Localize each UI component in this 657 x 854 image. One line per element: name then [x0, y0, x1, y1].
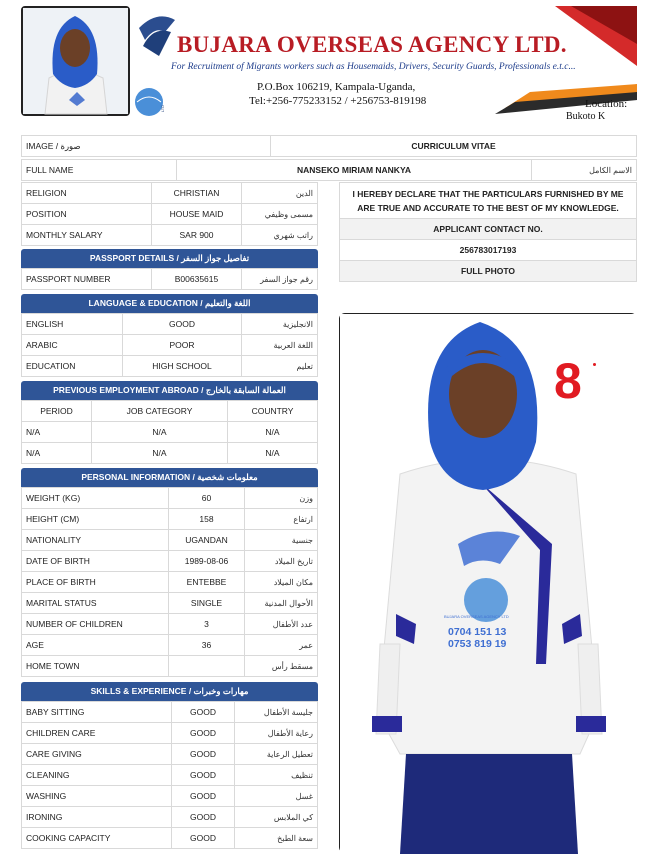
full-photo-illustration	[340, 314, 638, 854]
pob-arabic: مكان الميلاد	[245, 572, 318, 593]
education-value: HIGH SCHOOL	[123, 356, 242, 377]
nationality-arabic: جنسية	[245, 530, 318, 551]
full-name-label: FULL NAME	[22, 160, 177, 181]
height-value: 158	[169, 509, 245, 530]
period-cell: N/A	[22, 443, 92, 464]
skill-label: CARE GIVING	[22, 744, 172, 765]
table-header-row	[22, 401, 318, 422]
pob-value: ENTEBBE	[169, 572, 245, 593]
full-photo-label: FULL PHOTO	[340, 261, 637, 282]
education-label: EDUCATION	[22, 356, 123, 377]
agency-phone: Tel:+256-775233152 / +256753-819198	[249, 95, 427, 107]
job-category-column-header: JOB CATEGORY	[92, 401, 228, 422]
country-cell: N/A	[228, 443, 318, 464]
skill-arabic: تنظيف	[235, 765, 318, 786]
skill-value: GOOD	[172, 786, 235, 807]
table-row	[22, 765, 318, 786]
age-label: AGE	[22, 635, 169, 656]
logo-ltd-text: LTD	[160, 104, 166, 113]
cv-title: CURRICULUM VITAE	[271, 136, 637, 157]
applicant-portrait-photo	[21, 6, 130, 116]
skill-arabic: غسل	[235, 786, 318, 807]
skill-label: COOKING CAPACITY	[22, 828, 172, 849]
job-category-cell: N/A	[92, 443, 228, 464]
table-row	[22, 314, 318, 335]
agency-location-label: Location:	[585, 98, 628, 110]
skill-arabic: رعاية الأطفال	[235, 723, 318, 744]
arabic-label: ARABIC	[22, 335, 123, 356]
skill-label: CLEANING	[22, 765, 172, 786]
table-row	[22, 443, 318, 464]
weight-arabic: وزن	[245, 488, 318, 509]
passport-arabic: رقم جواز السفر	[242, 269, 318, 290]
full-name-value: NANSEKO MIRIAM NANKYA	[177, 160, 532, 181]
cv-header-row	[21, 135, 637, 157]
height-label: HEIGHT (CM)	[22, 509, 169, 530]
salary-arabic: راتب شهري	[242, 225, 318, 246]
country-cell: N/A	[228, 422, 318, 443]
skill-value: GOOD	[172, 828, 235, 849]
religion-value: CHRISTIAN	[152, 183, 242, 204]
children-label: NUMBER OF CHILDREN	[22, 614, 169, 635]
dob-label: DATE OF BIRTH	[22, 551, 169, 572]
table-row	[22, 593, 318, 614]
table-row	[22, 744, 318, 765]
table-row	[22, 204, 318, 225]
table-row	[22, 269, 318, 290]
marital-arabic: الأحوال المدنية	[245, 593, 318, 614]
skill-arabic: جليسة الأطفال	[235, 702, 318, 723]
employment-header: PREVIOUS EMPLOYMENT ABROAD / العمالة السابقة بالخارج	[21, 381, 318, 400]
table-row	[22, 509, 318, 530]
skill-value: GOOD	[172, 744, 235, 765]
marital-value: SINGLE	[169, 593, 245, 614]
skills-section	[21, 682, 318, 849]
dob-arabic: تاريخ الميلاد	[245, 551, 318, 572]
agency-address: P.O.Box 106219, Kampala-Uganda,	[257, 81, 416, 93]
children-arabic: عدد الأطفال	[245, 614, 318, 635]
salary-label: MONTHLY SALARY	[22, 225, 152, 246]
skill-value: GOOD	[172, 765, 235, 786]
position-value: HOUSE MAID	[152, 204, 242, 225]
basic-info-table	[21, 182, 318, 246]
nationality-label: NATIONALITY	[22, 530, 169, 551]
hometown-arabic: مسقط رأس	[245, 656, 318, 677]
agency-name: BUJARA OVERSEAS AGENCY LTD.	[177, 32, 567, 57]
country-column-header: COUNTRY	[228, 401, 318, 422]
skill-value: GOOD	[172, 723, 235, 744]
skill-label: BABY SITTING	[22, 702, 172, 723]
arabic-value: POOR	[123, 335, 242, 356]
nationality-value: UGANDAN	[169, 530, 245, 551]
table-row	[22, 828, 318, 849]
table-row	[22, 635, 318, 656]
table-row	[22, 656, 318, 677]
declaration-block	[339, 182, 637, 282]
table-row	[22, 614, 318, 635]
agency-tagline: For Recruitment of Migrants workers such as Housemaids, Drivers, Security Guards, Professionals e.t.c...	[171, 62, 576, 72]
religion-arabic: الدين	[242, 183, 318, 204]
age-value: 36	[169, 635, 245, 656]
lot-dot	[593, 363, 596, 366]
height-arabic: ارتفاع	[245, 509, 318, 530]
table-row	[22, 551, 318, 572]
table-row	[22, 225, 318, 246]
table-row	[22, 422, 318, 443]
english-arabic: الانجليزية	[242, 314, 318, 335]
contact-value: 256783017193	[340, 240, 637, 261]
job-category-cell: N/A	[92, 422, 228, 443]
table-row	[22, 356, 318, 377]
hometown-value	[169, 656, 245, 677]
english-label: ENGLISH	[22, 314, 123, 335]
skill-arabic: كي الملابس	[235, 807, 318, 828]
dob-value: 1989-08-06	[169, 551, 245, 572]
language-education-section	[21, 294, 318, 377]
education-arabic: تعليم	[242, 356, 318, 377]
passport-label: PASSPORT NUMBER	[22, 269, 152, 290]
employment-section	[21, 381, 318, 464]
skill-label: IRONING	[22, 807, 172, 828]
full-body-photo	[339, 313, 637, 853]
uniform-phone-2: 0753 819 19	[448, 638, 507, 650]
skill-value: GOOD	[172, 807, 235, 828]
lot-number: 8	[554, 353, 582, 409]
skill-arabic: سعة الطبخ	[235, 828, 318, 849]
personal-header: PERSONAL INFORMATION / معلومات شخصية	[21, 468, 318, 487]
full-name-row	[21, 159, 637, 181]
marital-label: MARITAL STATUS	[22, 593, 169, 614]
weight-label: WEIGHT (KG)	[22, 488, 169, 509]
personal-info-section	[21, 468, 318, 677]
uniform-logo-text: BUJARA OVERSEAS AGENCY LTD	[444, 614, 509, 619]
arabic-arabic: اللغة العربية	[242, 335, 318, 356]
pob-label: PLACE OF BIRTH	[22, 572, 169, 593]
english-value: GOOD	[123, 314, 242, 335]
religion-label: RELIGION	[22, 183, 152, 204]
skill-label: WASHING	[22, 786, 172, 807]
passport-section	[21, 249, 318, 290]
table-row	[22, 702, 318, 723]
uniform-phone-1: 0704 151 13	[448, 626, 507, 638]
period-cell: N/A	[22, 422, 92, 443]
passport-header: PASSPORT DETAILS / تفاصيل جواز السفر	[21, 249, 318, 268]
passport-value: B00635615	[152, 269, 242, 290]
table-row	[22, 786, 318, 807]
salary-value: SAR 900	[152, 225, 242, 246]
children-value: 3	[169, 614, 245, 635]
table-row	[22, 488, 318, 509]
weight-value: 60	[169, 488, 245, 509]
full-name-arabic: الاسم الكامل	[532, 160, 637, 181]
agency-banner	[135, 6, 637, 122]
table-row	[22, 572, 318, 593]
position-arabic: مسمى وظيفي	[242, 204, 318, 225]
table-row	[22, 807, 318, 828]
hometown-label: HOME TOWN	[22, 656, 169, 677]
skill-arabic: تعطيل الرعاية	[235, 744, 318, 765]
age-arabic: عمر	[245, 635, 318, 656]
period-column-header: PERIOD	[22, 401, 92, 422]
declaration-text: I HEREBY DECLARE THAT THE PARTICULARS FURNISHED BY ME ARE TRUE AND ACCURATE TO THE BEST OF MY KNOWLEDGE.	[339, 182, 637, 218]
table-row	[22, 723, 318, 744]
table-row	[22, 530, 318, 551]
skill-value: GOOD	[172, 702, 235, 723]
language-header: LANGUAGE & EDUCATION / اللغة والتعليم	[21, 294, 318, 313]
position-label: POSITION	[22, 204, 152, 225]
image-label: IMAGE / صورة	[22, 136, 271, 157]
table-row	[22, 183, 318, 204]
contact-label: APPLICANT CONTACT NO.	[340, 219, 637, 240]
skill-label: CHILDREN CARE	[22, 723, 172, 744]
agency-location-value: Bukoto K	[566, 111, 606, 122]
skills-header: SKILLS & EXPERIENCE / مهارات وخبرات	[21, 682, 318, 701]
table-row	[22, 335, 318, 356]
